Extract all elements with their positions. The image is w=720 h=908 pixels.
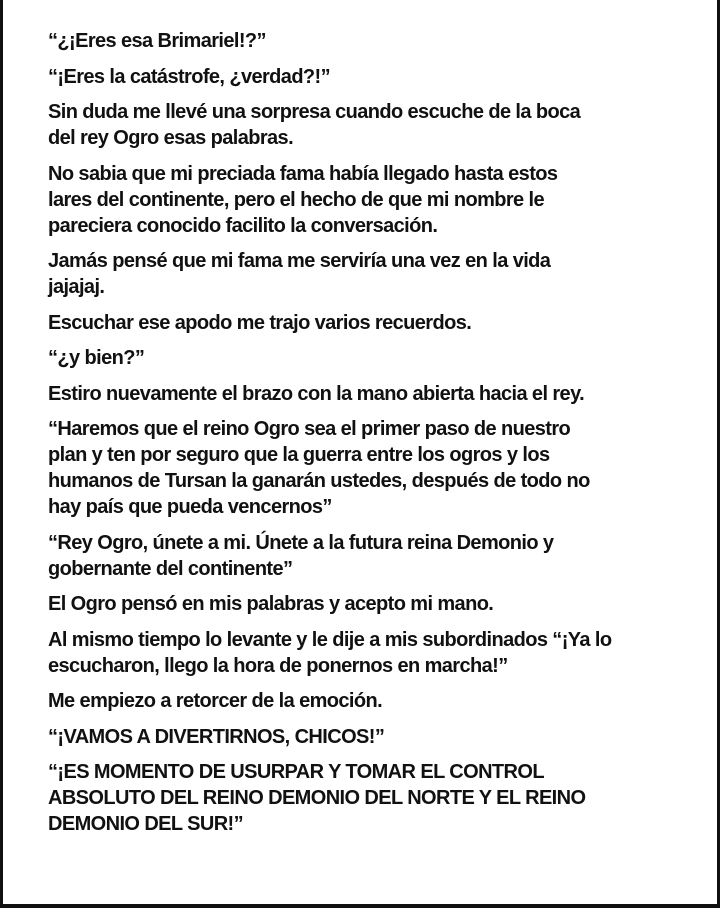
text-line: El Ogro pensó en mis palabras y acepto mi mano. [48,593,494,615]
text-line: Sin duda me llevé una sorpresa cuando escuche de la boca [48,101,581,123]
text-line: “¡VAMOS A DIVERTIRNOS, CHICOS!” [48,725,385,748]
text-line: jajajaj. [48,276,105,298]
paragraph [48,381,708,407]
paragraph [48,591,708,617]
text-line: pareciera conocido facilito la conversación. [48,214,438,237]
paragraph [48,416,708,520]
paragraph [48,345,708,371]
paragraph [48,64,708,90]
text-line: “¡ES MOMENTO DE USURPAR Y TOMAR EL CONTROL [48,761,544,783]
paragraph [48,99,708,151]
text-line: humanos de Tursan la ganarán ustedes, después de todo no [48,470,590,492]
text-line: gobernante del continente” [48,557,293,580]
text-line: Estiro nuevamente el brazo con la mano abierta hacia el rey. [48,382,585,405]
paragraph [48,688,708,714]
text-line: DEMONIO DEL SUR!” [48,813,243,835]
text-line: ABSOLUTO DEL REINO DEMONIO DEL NORTE Y EL REINO [48,787,586,809]
paragraph [48,248,708,300]
story-text [48,28,708,847]
text-line: Escuchar ese apodo me trajo varios recuerdos. [48,311,472,334]
paragraph [48,627,708,679]
text-line: Jamás pensé que mi fama me serviría una vez en la vida [48,250,551,272]
text-line: lares del continente, pero el hecho de que mi nombre le [48,188,545,211]
paragraph [48,28,708,54]
paragraph [48,161,708,239]
paragraph [48,724,708,750]
paragraph [48,759,708,837]
text-line: No sabia que mi preciada fama había llegado hasta estos [48,162,558,185]
text-line: plan y ten por seguro que la guerra entre los ogros y los [48,444,550,466]
text-line: Me empiezo a retorcer de la emoción. [48,690,383,712]
text-line: “¿y bien?” [48,347,145,369]
text-line: “¡Eres la catástrofe, ¿verdad?!” [48,65,331,88]
text-line: “Haremos que el reino Ogro sea el primer paso de nuestro [48,418,571,440]
text-line: “¿¡Eres esa Brimariel!?” [48,30,266,52]
text-line: escucharon, llego la hora de ponernos en marcha!” [48,654,508,677]
text-line: del rey Ogro esas palabras. [48,127,294,149]
text-line: hay país que pueda vencernos” [48,496,332,518]
text-line: Al mismo tiempo lo levante y le dije a mis subordinados “¡Ya lo [48,628,612,651]
paragraph [48,530,708,582]
text-line: “Rey Ogro, únete a mi. Únete a la futura reina Demonio y [48,531,554,554]
paragraph [48,310,708,336]
